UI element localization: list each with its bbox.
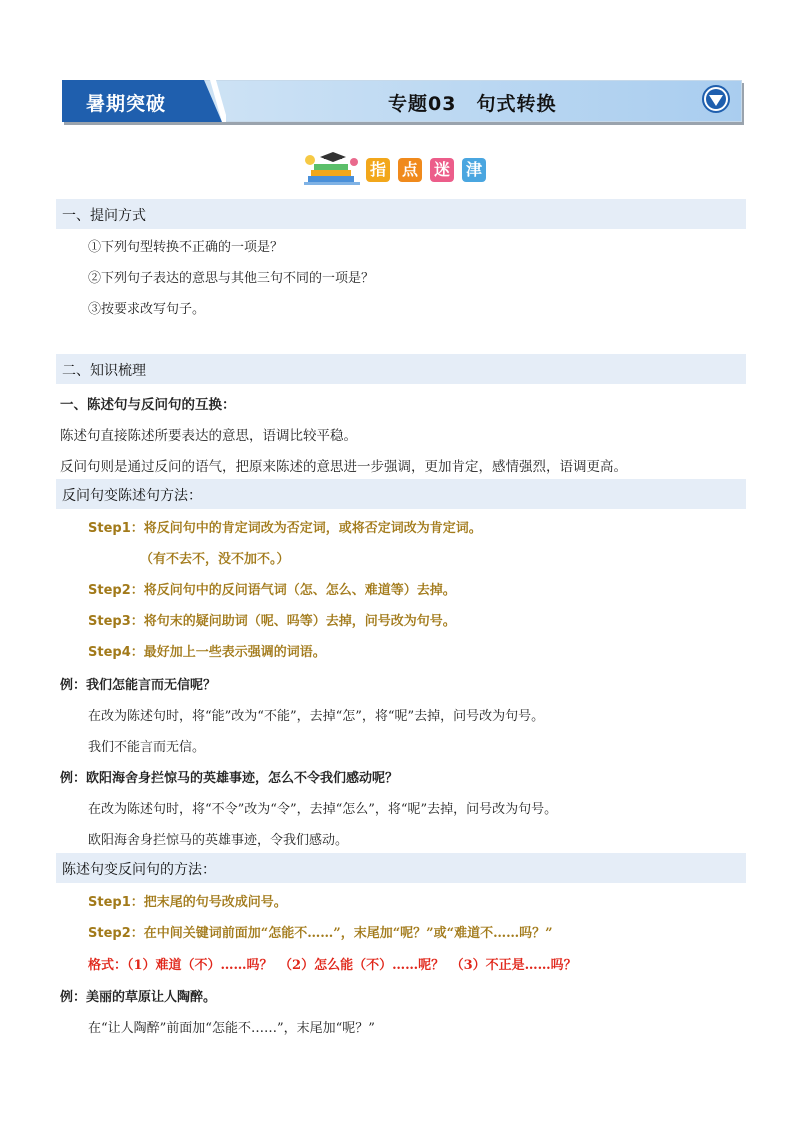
step-text: 将反问句中的肯定词改为否定词，或将否定词改为肯定词。 [143,521,482,536]
step-4 [88,641,326,660]
method-heading: 反问句变陈述句方法： [62,488,202,504]
page-title: 专题03 句式转换 [388,93,557,115]
step-3 [88,610,456,629]
subheading: 一、陈述句与反问句的互换： [60,397,236,413]
question-item-2: ②下列句子表达的意思与其他三句不同的一项是？ [88,271,375,286]
section-heading-bar [56,199,746,229]
step-text: 最好加上一些表示强调的词语。 [143,645,326,660]
example-question: 例：欧阳海舍身拦惊马的英雄事迹，怎么不令我们感动呢？ [60,771,399,786]
badge-char-3: 迷 [430,158,454,182]
badge-char-2: 点 [398,158,422,182]
term: 陈述句 [60,428,101,444]
step-2 [88,579,456,598]
step-1 [88,891,287,910]
step-label: Step1： [88,521,144,536]
section-heading: 二、知识梳理 [62,363,146,379]
step-1-note: （有不去不，没不加不。） [140,552,290,567]
chevron-down-circle-icon [702,85,730,113]
section-heading-bar [56,354,746,384]
format-line: 格式：（1）难道（不）……吗？ （2）怎么能（不）……呢？ （3）不正是……吗？ [88,958,577,973]
step-label: Step2： [88,926,144,941]
method-heading-bar [56,479,746,509]
example-explanation: 在改为陈述句时，将“能”改为“不能”，去掉“怎”，将“呢”去掉，问号改为句号。 [88,709,545,724]
header-banner [62,80,742,124]
step-1 [88,517,482,536]
definition-declarative [60,424,357,444]
section-heading: 一、提问方式 [62,208,146,224]
step-label: Step1： [88,895,144,910]
badge-char-4: 津 [462,158,486,182]
step-text: 在中间关键词前面加“怎能不……”，末尾加“呢？”或“难道不……吗？” [143,926,553,941]
step-text: 将反问句中的反问语气词（怎、怎么、难道等）去掉。 [143,583,456,598]
example-question: 例：我们怎能言而无信呢？ [60,678,217,693]
example-answer: 欧阳海舍身拦惊马的英雄事迹，令我们感动。 [88,833,349,848]
badge-char-1: 指 [366,158,390,182]
example-answer: 我们不能言而无信。 [88,740,206,755]
step-text: 将句末的疑问助词（呢、吗等）去掉，问号改为句号。 [143,614,456,629]
step-label: Step2： [88,583,144,598]
example-question: 例：美丽的草原让人陶醉。 [60,990,217,1005]
example-explanation: 在改为陈述句时，将“不令”改为“令”，去掉“怎么”，将“呢”去掉，问号改为句号。 [88,802,558,817]
question-item-3: ③按要求改写句子。 [88,302,206,317]
step-label: Step4： [88,645,144,660]
method-heading-bar [56,853,746,883]
example-explanation: 在“让人陶醉”前面加“怎能不……”，末尾加“呢？” [88,1021,375,1036]
step-label: Step3： [88,614,144,629]
definition-text: 直接陈述所要表达的意思，语调比较平稳。 [100,428,357,444]
method-heading: 陈述句变反问句的方法： [62,862,216,878]
banner-label: 暑期突破 [86,93,167,115]
books-graduation-icon [302,150,364,188]
question-item-1: ①下列句型转换不正确的一项是？ [88,240,284,255]
definition-rhetorical [60,455,627,475]
step-2 [88,922,553,941]
term: 反问句 [60,459,101,475]
tips-badge [302,150,492,190]
step-text: 把末尾的句号改成问号。 [143,895,287,910]
definition-text: 则是通过反问的语气，把原来陈述的意思进一步强调，更加肯定，感情强烈，语调更高。 [100,459,627,475]
